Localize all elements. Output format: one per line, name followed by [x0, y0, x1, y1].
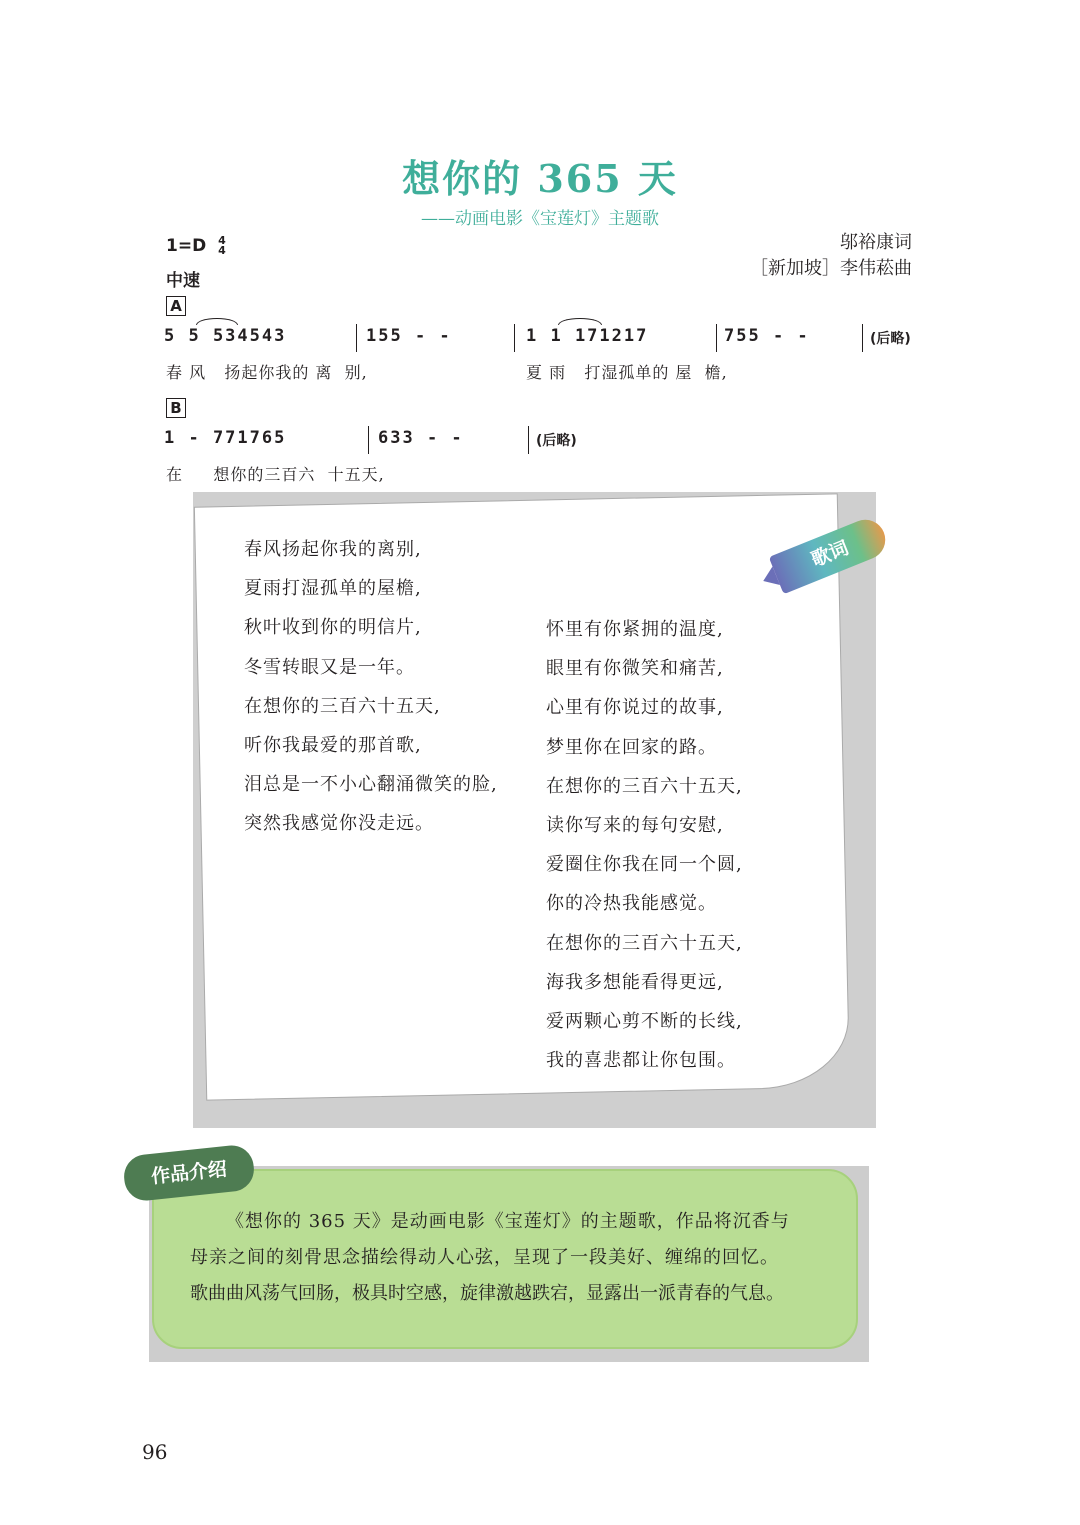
- intro-line: 歌曲曲风荡气回肠，极具时空感，旋律激越跌宕，显露出一派青春的气息。: [190, 1283, 784, 1304]
- intro-line: 《想你的 365 天》是动画电影《宝莲灯》的主题歌，作品将沉香与: [226, 1211, 790, 1232]
- barline: [356, 324, 357, 352]
- section-a-measure-3: 1 1 171217: [526, 326, 649, 346]
- lyric-line: 你的冷热我能感觉。: [546, 893, 717, 915]
- lyric-line: 秋叶收到你的明信片,: [244, 617, 422, 639]
- intro-line: 母亲之间的刻骨思念描绘得动人心弦，呈现了一段美好、缠绵的回忆。: [190, 1247, 779, 1268]
- slur-mark: [196, 318, 238, 325]
- key-label: 1=D: [166, 236, 207, 256]
- lyric-line: 怀里有你紧拥的温度,: [546, 619, 724, 640]
- lyrics-right-column: [546, 610, 743, 1080]
- composer-credit: ［新加坡］李伟菘曲: [750, 258, 912, 279]
- intro-tag: 作品介绍: [122, 1143, 256, 1202]
- lyric-line: 读你写来的每句安慰,: [546, 815, 724, 837]
- barline: [528, 426, 529, 454]
- section-b-lyrics: 在 想你的三百六 十五天,: [166, 465, 385, 484]
- lyricist-credit: 邬裕康词: [840, 232, 912, 253]
- lyrics-tag: 歌词: [769, 514, 892, 595]
- lyric-line: 海我多想能看得更远,: [546, 971, 724, 993]
- time-signature: 4 4: [218, 234, 226, 257]
- barline: [514, 324, 515, 352]
- lyric-line: 冬雪转眼又是一年。: [244, 656, 415, 678]
- lyric-line: 梦里你在回家的路。: [546, 736, 717, 758]
- section-b-label: B: [166, 398, 186, 418]
- section-a-lyrics-1: 春 风 扬起你我的 离 别,: [166, 363, 368, 382]
- lyric-line: 眼里有你微笑和痛苦,: [546, 658, 724, 680]
- barline: [862, 324, 863, 352]
- section-a-ending: (后略): [870, 331, 911, 347]
- intro-text: [190, 1204, 825, 1312]
- lyric-line: 在想你的三百六十五天,: [546, 932, 743, 954]
- lyric-line: 突然我感觉你没走远。: [244, 813, 434, 835]
- slur-mark: [558, 318, 602, 325]
- section-a-lyrics-2: 夏 雨 打湿孤单的 屋 檐,: [526, 363, 728, 382]
- lyric-line: 我的喜悲都让你包围。: [546, 1050, 736, 1072]
- lyric-line: 泪总是一不小心翻涌微笑的脸,: [244, 774, 498, 796]
- section-a-label: A: [166, 296, 186, 316]
- section-b-measure-2: 633 - -: [378, 428, 464, 448]
- song-title: 想你的 365 天: [402, 156, 678, 201]
- song-subtitle: ——动画电影《宝莲灯》主题歌: [421, 209, 659, 229]
- lyric-line: 夏雨打湿孤单的屋檐,: [244, 578, 422, 600]
- lyric-line: 春风扬起你我的离别,: [244, 539, 422, 560]
- lyric-line: 爱圈住你我在同一个圆,: [546, 854, 743, 876]
- section-a-measure-2: 155 - -: [366, 326, 452, 346]
- lyrics-left-column: [244, 530, 498, 844]
- section-b-measure-1: 1 - 771765: [164, 428, 287, 448]
- lyric-line: 在想你的三百六十五天,: [244, 695, 441, 717]
- section-a-measure-4: 755 - -: [724, 326, 810, 346]
- lyric-line: 心里有你说过的故事,: [546, 697, 724, 719]
- barline: [368, 426, 369, 454]
- lyric-line: 爱两颗心剪不断的长线,: [546, 1011, 743, 1033]
- lyric-line: 听你我最爱的那首歌,: [244, 735, 422, 757]
- section-b-ending: (后略): [536, 433, 577, 449]
- key-signature: [166, 236, 226, 256]
- barline: [716, 324, 717, 352]
- section-a-measure-1: 5 5 534543: [164, 326, 287, 346]
- tempo-marking: 中速: [166, 271, 200, 291]
- lyric-line: 在想你的三百六十五天,: [546, 775, 743, 797]
- page-number: 96: [142, 1440, 168, 1464]
